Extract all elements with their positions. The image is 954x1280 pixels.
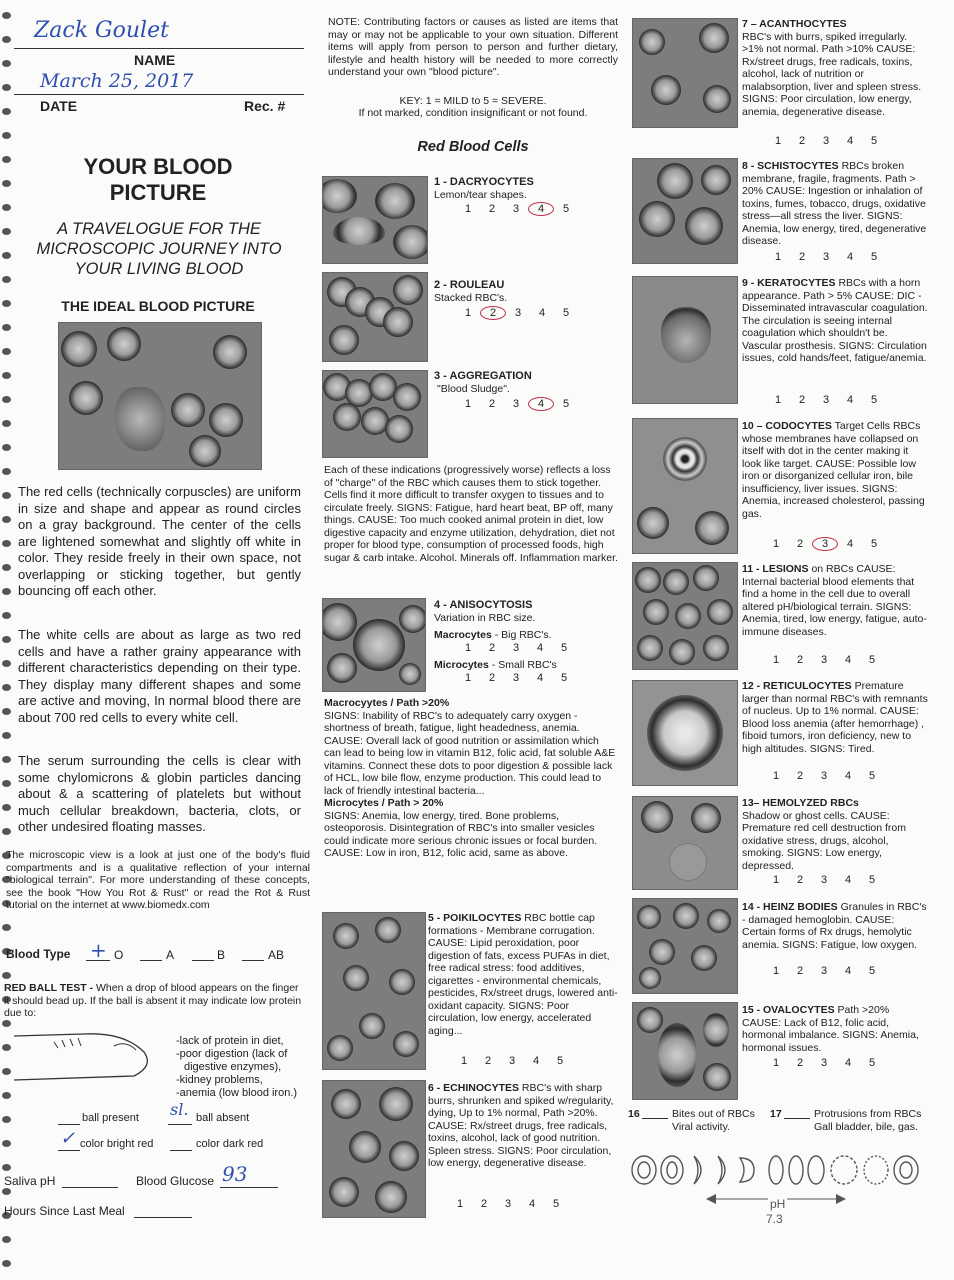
ball-absent-mark: sl. — [170, 1100, 189, 1119]
severity-2[interactable]: 2 — [480, 306, 506, 320]
severity-2[interactable]: 2 — [796, 654, 804, 666]
binding-hole — [2, 204, 11, 211]
binding-hole — [2, 396, 11, 403]
severity-5[interactable]: 5 — [868, 1057, 876, 1069]
acanthocytes-text: 7 – ACANTHOCYTES RBC's with burrs, spiked irregularly. >1% not normal. Path >10% CAUSE: Rx/street drugs, free radicals, toxins, alcohol, lack of nutrition or malabsorption, liver and spleen stress. SIGNS: Poor circulation, low energy, anemia, degenerative disease. — [742, 18, 922, 118]
binding-hole — [2, 276, 11, 283]
rouleau-title: 2 - ROULEAU — [434, 279, 505, 291]
key-line-2: If not marked, condition insignificant or not found. — [358, 107, 588, 119]
severity-1[interactable]: 1 — [772, 874, 780, 886]
severity-4[interactable]: 4 — [844, 770, 852, 782]
ideal-blood-image — [58, 322, 262, 470]
group-description: Each of these indications (progressively worse) reflects a loss of "charge" of the RBC which causes them to stick together. Cells find it more difficult to transfer oxygen to tissues and to circulate freely. SIGNS: Fatigue, hard heart beat, BP off, many things. CAUSE: Too much cooked animal protein in diet, low digestive capacity and enzyme utilization, dehydration, diet not proper for blood type, consumption of processed foods, high sugar & carb intake. Alcohol. Minerals off. Inflammation marker. — [324, 464, 618, 564]
binding-hole — [2, 1116, 11, 1123]
anisocytosis-image — [322, 598, 426, 692]
severity-5[interactable]: 5 — [560, 672, 568, 684]
reticulocytes-image — [632, 680, 738, 786]
severity-3[interactable]: 3 — [512, 398, 520, 410]
binding-hole — [2, 12, 11, 19]
severity-4[interactable]: 4 — [844, 1057, 852, 1069]
severity-1[interactable]: 1 — [772, 654, 780, 666]
binding-hole — [2, 180, 11, 187]
acanthocytes-image — [632, 18, 738, 128]
binding-hole — [2, 228, 11, 235]
severity-5[interactable]: 5 — [562, 203, 570, 215]
poikilocytes-scale[interactable] — [452, 1055, 572, 1067]
severity-4[interactable]: 4 — [536, 672, 544, 684]
key-line-1: KEY: 1 = MILD to 5 = SEVERE. — [399, 95, 547, 107]
binding-hole — [2, 252, 11, 259]
blood-type-label: Blood Type — [6, 947, 71, 961]
severity-1[interactable]: 1 — [464, 398, 472, 410]
blood-type-a[interactable]: A — [166, 948, 175, 962]
saliva-label: Saliva pH — [4, 1174, 56, 1188]
schistocytes-image — [632, 158, 738, 264]
keratocytes-image — [632, 276, 738, 404]
rec-label: Rec. # — [244, 98, 286, 114]
heinz-bodies-image — [632, 898, 738, 994]
ideal-title: THE IDEAL BLOOD PICTURE — [61, 298, 255, 314]
severity-3[interactable]: 3 — [508, 1055, 516, 1067]
hemolyzed-text: 13– HEMOLYZED RBCs Shadow or ghost cells. CAUSE: Premature red cell destruction from oxidative stress, drugs, alcohol, smoking. SIGNS: Low energy, depressed. — [742, 797, 906, 872]
binding-hole — [2, 972, 11, 979]
severity-5[interactable]: 5 — [870, 251, 878, 263]
schistocytes-scale[interactable] — [766, 251, 886, 263]
severity-3[interactable]: 3 — [822, 251, 830, 263]
codocytes-scale[interactable] — [764, 537, 886, 551]
severity-2[interactable]: 2 — [796, 874, 804, 886]
rouleau-scale[interactable] — [456, 306, 578, 320]
ph-shapes-diagram — [630, 1150, 930, 1194]
severity-4[interactable]: 4 — [528, 202, 554, 216]
binding-hole — [2, 1068, 11, 1075]
binding-hole — [2, 156, 11, 163]
severity-5[interactable]: 5 — [870, 394, 878, 406]
item-17-text: Protrusions from RBCs Gall bladder, bile, gas. — [814, 1108, 922, 1133]
severity-2[interactable]: 2 — [488, 642, 496, 654]
macrocytes-details: Macrocyytes / Path >20% SIGNS: Inability of RBC's to adequately carry oxygen - shortness of breath, fatigue, light headedness, anemia. CAUSE: Overall lack of good nutrition or assimilation which can lead to being low in vitamin B12, folic acid, fat soluble A&E vitamins. Connect these dots to poor digestion & possible lack of HCL, low bile flow, enzyme production. This could lead to lack of friendly intestinal bacteria... Microcytes / Path > 20% SIGNS: Anemia, low energy, tired. Bone problems, osteoporosis. Disintegration of RBC's into smaller vesicles could indicate more serious chronic issues or focal burden. CAUSE: Low in iron, B12, folic acid, same as above. — [324, 697, 616, 859]
severity-3[interactable]: 3 — [822, 394, 830, 406]
name-label: NAME — [134, 52, 176, 68]
microcytes-scale[interactable] — [456, 672, 576, 684]
reticulocytes-scale[interactable] — [764, 770, 884, 782]
binding-hole — [2, 804, 11, 811]
severity-3[interactable]: 3 — [820, 965, 828, 977]
severity-4[interactable]: 4 — [846, 538, 854, 550]
severity-2[interactable]: 2 — [480, 1198, 488, 1210]
severity-4[interactable]: 4 — [844, 874, 852, 886]
anisocytosis-title: 4 - ANISOCYTOSIS — [434, 599, 533, 611]
severity-5[interactable]: 5 — [556, 1055, 564, 1067]
item-16-number: 16 — [628, 1108, 640, 1120]
severity-3[interactable]: 3 — [512, 642, 520, 654]
severity-4[interactable]: 4 — [846, 394, 854, 406]
item-16-text: Bites out of RBCs Viral activity. — [672, 1108, 755, 1133]
blood-type-b[interactable]: B — [217, 948, 226, 962]
severity-1[interactable]: 1 — [772, 965, 780, 977]
section-title: Red Blood Cells — [417, 139, 529, 155]
severity-1[interactable]: 1 — [774, 135, 782, 147]
severity-4[interactable]: 4 — [532, 1055, 540, 1067]
binding-hole — [2, 372, 11, 379]
heinz-bodies-scale[interactable] — [764, 965, 884, 977]
severity-2[interactable]: 2 — [488, 203, 496, 215]
binding-hole — [2, 420, 11, 427]
lesions-scale[interactable] — [764, 654, 884, 666]
binding-hole — [2, 540, 11, 547]
severity-1[interactable]: 1 — [464, 307, 472, 319]
ball-present-label: ball present — [82, 1112, 139, 1124]
severity-4[interactable]: 4 — [528, 397, 554, 411]
ball-absent-label: ball absent — [196, 1112, 250, 1124]
binding-hole — [2, 324, 11, 331]
binding-hole — [2, 684, 11, 691]
severity-3[interactable]: 3 — [820, 874, 828, 886]
aggregation-title: 3 - AGGREGATION — [434, 370, 532, 382]
severity-4[interactable]: 4 — [844, 965, 852, 977]
binding-hole — [2, 828, 11, 835]
name-handwritten: Zack Goulet — [34, 18, 169, 43]
paragraph-white-cells: The white cells are about as large as two red cells and have a rather grainy appearance with different characteristics depending on their type. They display many different shapes and some are active and moving, In normal blood there are about 700 red cells to every white cell. — [18, 627, 301, 725]
blood-type-ab[interactable]: AB — [268, 948, 285, 962]
severity-5[interactable]: 5 — [560, 642, 568, 654]
severity-3[interactable]: 3 — [514, 307, 522, 319]
codocytes-text: 10 – CODOCYTES Target Cells RBCs whose membranes have collapsed on itself with dot in the center making it look like target. CAUSE: Possible low iron or disorganized cellular iron, bile insufficiency, liver issues. SIGNS: Anemia, increased cholesterol, passing gas. — [742, 420, 925, 520]
poikilocytes-image — [322, 912, 426, 1070]
schistocytes-text: 8 - SCHISTOCYTES RBCs broken membrane, fragile, fragments. Path > 20% CAUSE: Ingestion or inhalation of toxins, fumes, tobacco, drugs, oxidative stress—all stress the liver. SIGNS: Anemia, low energy, tired, degenerative disease. — [742, 160, 927, 247]
severity-1[interactable]: 1 — [774, 251, 782, 263]
severity-3[interactable]: 3 — [512, 203, 520, 215]
page-subtitle: A TRAVELOGUE FOR THE MICROSCOPIC JOURNEY INTO YOUR LIVING BLOOD — [36, 220, 282, 278]
dacryocytes-image — [322, 176, 428, 264]
echinocytes-image — [322, 1080, 426, 1218]
severity-1[interactable]: 1 — [464, 203, 472, 215]
severity-2[interactable]: 2 — [798, 394, 806, 406]
rouleau-desc: Stacked RBC's. — [434, 292, 508, 304]
severity-3[interactable]: 3 — [822, 135, 830, 147]
binding-hole — [2, 108, 11, 115]
color-bright-label: color bright red — [80, 1138, 154, 1150]
severity-2[interactable]: 2 — [484, 1055, 492, 1067]
severity-2[interactable]: 2 — [796, 538, 804, 550]
severity-2[interactable]: 2 — [796, 770, 804, 782]
aggregation-image — [322, 370, 428, 458]
binding-hole — [2, 1092, 11, 1099]
binding-hole — [2, 1236, 11, 1243]
severity-5[interactable]: 5 — [868, 654, 876, 666]
dacryocytes-scale[interactable] — [456, 202, 578, 216]
severity-2[interactable]: 2 — [796, 965, 804, 977]
binding-hole — [2, 660, 11, 667]
binding-hole — [2, 468, 11, 475]
paragraph-microscopic-view: The microscopic view is a look at just one of the body's fluid compartments and is a qualitative reflection of your internal "biological terrain". For more understanding of these concepts, see the book "How You Rot & Rust" or read the Rot & Rust tutorial on the internet at www.biomedx.com — [6, 849, 310, 911]
severity-2[interactable]: 2 — [488, 398, 496, 410]
paragraph-red-cells: The red cells (technically corpuscles) are uniform in size and shape and appear as round circles on a gray background. The center of the cells are lightened somewhat and slightly off white in color. They reside freely in their own space, not overlapping or sticking together, but gently bouncing off each other. — [18, 484, 301, 598]
severity-5[interactable]: 5 — [562, 307, 570, 319]
severity-4[interactable]: 4 — [538, 307, 546, 319]
ph-label: pH — [770, 1197, 786, 1211]
ph-value: 7.3 — [766, 1212, 783, 1226]
finger-drawing — [14, 1024, 174, 1094]
binding-hole — [2, 780, 11, 787]
binding-hole — [2, 1020, 11, 1027]
binding-hole — [2, 732, 11, 739]
binding-hole — [2, 36, 11, 43]
binding-hole — [2, 516, 11, 523]
severity-1[interactable]: 1 — [772, 1057, 780, 1069]
severity-5[interactable]: 5 — [552, 1198, 560, 1210]
severity-5[interactable]: 5 — [868, 874, 876, 886]
heinz-bodies-text: 14 - HEINZ BODIES Granules in RBC's - damaged hemoglobin. CAUSE: Certain forms of Rx drugs, hemolytic anemia. SIGNS: Fatigue, low oxygen. — [742, 901, 927, 951]
ovalocytes-text: 15 - OVALOCYTES Path >20% CAUSE: Lack of B12, folic acid, hormonal imbalance. SIGNS: Anemia, hormonal issues. — [742, 1004, 919, 1054]
severity-3[interactable]: 3 — [820, 770, 828, 782]
red-ball-test: RED BALL TEST - When a drop of blood appears on the finger it should bead up. If the ball is absent it may indicate low protein due to: — [4, 982, 302, 1018]
reticulocytes-text: 12 - RETICULOCYTES Premature larger than normal RBC's with remnants of nucleus. Up to 1% normal. CAUSE: Blood loss anemia (after hemorrhage) , fiboid tumors, iron deficiency, new to high altitudes. SIGNS: Tired. — [742, 680, 928, 755]
binding-hole — [2, 444, 11, 451]
rouleau-image — [322, 272, 428, 362]
ovalocytes-scale[interactable] — [764, 1057, 884, 1069]
keratocytes-scale[interactable] — [766, 394, 886, 406]
binding-hole — [2, 756, 11, 763]
echinocytes-scale[interactable] — [448, 1198, 568, 1210]
severity-5[interactable]: 5 — [870, 538, 878, 550]
macrocytes-scale[interactable] — [456, 642, 576, 654]
item-17-number: 17 — [770, 1108, 782, 1120]
severity-4[interactable]: 4 — [844, 654, 852, 666]
binding-hole — [2, 612, 11, 619]
macrocytes-line: Macrocytes - Big RBC's. — [434, 629, 552, 641]
binding-hole — [2, 1164, 11, 1171]
severity-4[interactable]: 4 — [846, 135, 854, 147]
severity-2[interactable]: 2 — [488, 672, 496, 684]
severity-4[interactable]: 4 — [528, 1198, 536, 1210]
binding-hole — [2, 636, 11, 643]
severity-1[interactable]: 1 — [464, 642, 472, 654]
microcytes-line: Microcytes - Small RBC's — [434, 659, 557, 671]
lesions-image — [632, 562, 738, 670]
ovalocytes-image — [632, 1002, 738, 1100]
severity-1[interactable]: 1 — [772, 770, 780, 782]
binding-hole — [2, 1044, 11, 1051]
severity-1[interactable]: 1 — [456, 1198, 464, 1210]
lesions-text: 11 - LESIONS on RBCs CAUSE: Internal bacterial blood elements that find a home in the cell due to overall altered pH/biological terrain. SIGNS: Anemia, tired, low energy, fatigue, auto-immune diseases. — [742, 563, 927, 638]
binding-hole — [2, 708, 11, 715]
binding-hole — [2, 1140, 11, 1147]
color-dark-label: color dark red — [196, 1138, 264, 1150]
poikilocytes-text: 5 - POIKILOCYTES RBC bottle cap formations - Membrane corrugation. CAUSE: Lipid peroxidation, poor digestion of fats, excess PUFAs in diet, free radical stress: food additives, cigarettes - environmental chemicals, pesticides, Rx/street drugs, lowered anti-oxidant capacity. SIGNS: Poor circulation, low energy, accelerated aging... — [428, 912, 618, 1037]
binding-hole — [2, 588, 11, 595]
acanthocytes-scale[interactable] — [766, 135, 886, 147]
severity-3[interactable]: 3 — [504, 1198, 512, 1210]
date-handwritten: March 25, 2017 — [40, 70, 194, 92]
glucose-value: 93 — [222, 1162, 248, 1186]
severity-1[interactable]: 1 — [774, 394, 782, 406]
severity-3[interactable]: 3 — [820, 654, 828, 666]
glucose-label: Blood Glucose — [136, 1174, 215, 1188]
severity-4[interactable]: 4 — [536, 642, 544, 654]
aggregation-scale[interactable] — [456, 397, 578, 411]
binding-hole — [2, 492, 11, 499]
binding-hole — [2, 84, 11, 91]
severity-2[interactable]: 2 — [798, 251, 806, 263]
severity-5[interactable]: 5 — [868, 770, 876, 782]
severity-1[interactable]: 1 — [772, 538, 780, 550]
severity-5[interactable]: 5 — [562, 398, 570, 410]
date-label: DATE — [40, 98, 78, 114]
anisocytosis-desc: Variation in RBC size. — [434, 612, 536, 624]
note-text: NOTE: Contributing factors or causes as listed are items that may or may not be applicable to your own situation. Different items will apply from person to person and further dietary, lifestyle and health history will be needed to more correctly understand your own "blood picture". — [328, 16, 618, 78]
page-title: YOUR BLOOD PICTURE — [83, 154, 233, 205]
binding-hole — [2, 924, 11, 931]
binding-hole — [2, 348, 11, 355]
binding-hole — [2, 564, 11, 571]
spiral-binding — [0, 0, 14, 1280]
severity-1[interactable]: 1 — [464, 672, 472, 684]
dacryocytes-desc: Lemon/tear shapes. — [434, 189, 527, 201]
severity-3[interactable]: 3 — [812, 537, 838, 551]
severity-4[interactable]: 4 — [846, 251, 854, 263]
hours-label: Hours Since Last Meal — [4, 1204, 125, 1218]
binding-hole — [2, 1188, 11, 1195]
dacryocytes-title: 1 - DACRYOCYTES — [434, 176, 534, 188]
aggregation-desc: "Blood Sludge". — [437, 383, 510, 395]
severity-1[interactable]: 1 — [460, 1055, 468, 1067]
red-ball-causes: -lack of protein in diet, -poor digestion (lack of digestive enzymes), -kidney problems, -anemia (low blood iron.) — [176, 1035, 298, 1099]
echinocytes-text: 6 - ECHINOCYTES RBC's with sharp burrs, shrunken and spiked w/regularity, dying, Up to 1% normal, Path >20%. CAUSE: Rx/street drugs, free radicals, toxins, alcohol, lack of good nutrition. Spleen stress. SIGNS: Poor circulation, low energy, degenerative disease. — [428, 1082, 614, 1169]
severity-2[interactable]: 2 — [798, 135, 806, 147]
binding-hole — [2, 300, 11, 307]
severity-3[interactable]: 3 — [512, 672, 520, 684]
paragraph-serum: The serum surrounding the cells is clear with some chylomicrons & globin particles dancing about & a scattering of platelets but without much cellular breakdown, bacteria, clots, or other undesired floating masses. — [18, 753, 301, 834]
binding-hole — [2, 1260, 11, 1267]
codocytes-image — [632, 418, 738, 554]
hemolyzed-image — [632, 796, 738, 890]
severity-5[interactable]: 5 — [870, 135, 878, 147]
blood-type-o[interactable]: O — [114, 948, 124, 962]
keratocytes-text: 9 - KERATOCYTES RBCs with a horn appearance. Path > 5% CAUSE: DIC - Disseminated intravascular coagulation. The circulation is seeing internal coagulation which shouldn't be. Vascular prosthesis. SIGNS: Circulation issues, cold hands/feet, fatigue/anemia. — [742, 277, 928, 364]
color-bright-mark: ✓ — [60, 1128, 76, 1149]
severity-3[interactable]: 3 — [820, 1057, 828, 1069]
binding-hole — [2, 132, 11, 139]
binding-hole — [2, 60, 11, 67]
severity-5[interactable]: 5 — [868, 965, 876, 977]
blood-type-mark: + — [90, 938, 107, 962]
severity-2[interactable]: 2 — [796, 1057, 804, 1069]
hemolyzed-scale[interactable] — [764, 874, 884, 886]
